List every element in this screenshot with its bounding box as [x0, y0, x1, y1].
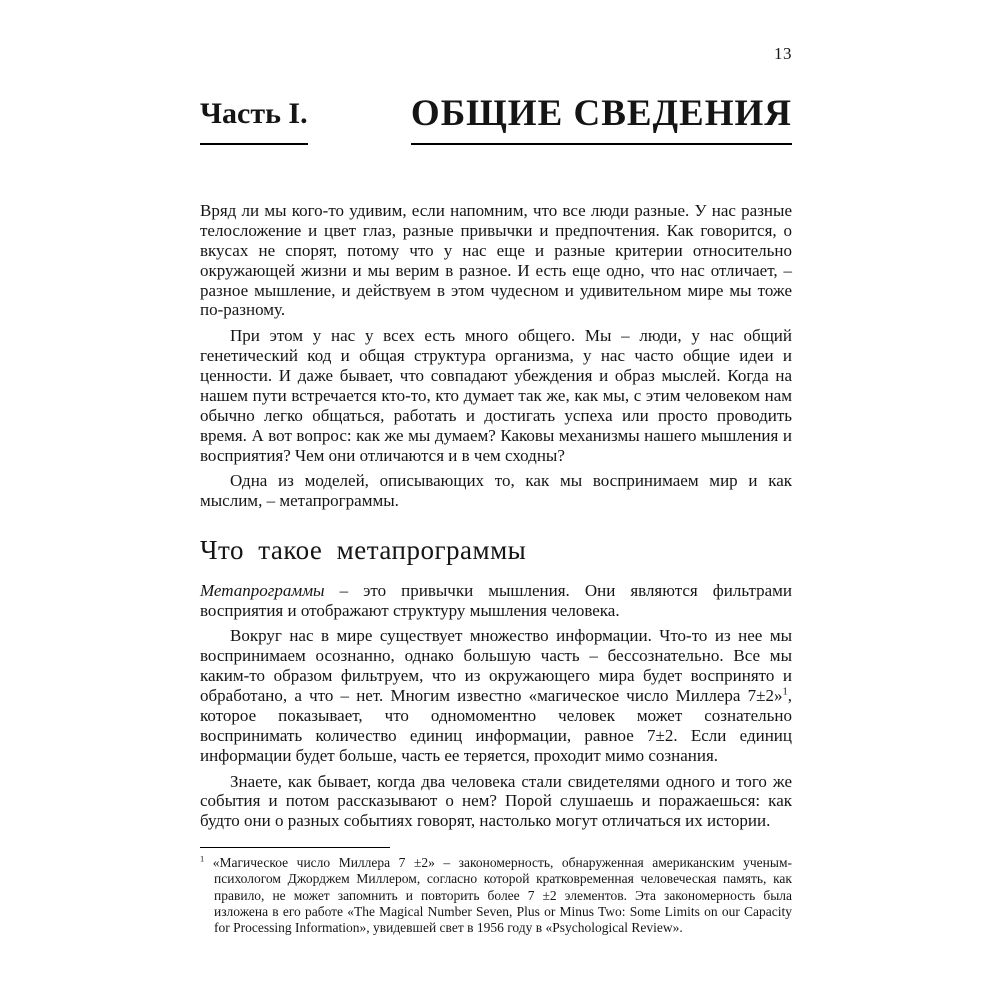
page-content: [200, 0, 792, 936]
body-text: [200, 201, 792, 831]
footnote-block: [200, 847, 792, 936]
page-number: 13: [774, 44, 792, 63]
paragraph-4: [200, 581, 792, 621]
footnote-text: «Магическое число Миллера 7 ±2» – закономерность, обнаруженная американским ученым-психологом Джорджем Миллером, согласно которой кратковременная человеческая память, как правило, не может запомнить и повторить более 7 ±2 элементов. Эта закономерность была изложена в его работе «The Magical Number Seven, Plus or Minus Two: Some Limits on our Capacity for Processing Information», увидевшей свет в 1956 году в «Psychological Review».: [212, 855, 793, 935]
paragraph-4-lead-italic: Метапрограммы: [200, 580, 325, 600]
chapter-header: [200, 92, 792, 145]
paragraph-4-rest: – это привычки мышления. Они являются фильтрами восприятия и отображают структуру мышления человека.: [200, 580, 792, 620]
footnote-reference: 1: [782, 686, 788, 698]
paragraph-3: Одна из моделей, описывающих то, как мы воспринимаем мир и как мыслим, – метапрограммы.: [200, 471, 792, 511]
paragraph-6: Знаете, как бывает, когда два человека стали свидетелями одного и того же события и потом рассказывают о нем? Порой слушаешь и поражаешься: как будто они о разных событиях говорят, настолько могут отличаться их истории.: [200, 771, 792, 831]
footnote-divider: [200, 847, 390, 848]
paragraph-5: [200, 626, 792, 765]
footnote-marker: 1: [200, 854, 205, 864]
part-label: Часть I.: [200, 97, 308, 145]
chapter-title: ОБЩИЕ СВЕДЕНИЯ: [411, 92, 792, 145]
paragraph-2: При этом у нас у всех есть много общего. Мы – люди, у нас общий генетический код и общая структура организма, у нас часто общие идеи и ценности. И даже бывает, что совпадают убеждения и образ мыслей. Когда на нашем пути встречается кто-то, кто думает так же, как мы, с этим человеком нам обычно легко общаться, работать и достигать успеха или просто проводить время. А вот вопрос: как же мы думаем? Каковы механизмы нашего мышления и восприятия? Чем они отличаются и в чем сходны?: [200, 326, 792, 465]
paragraph-5-text: Вокруг нас в мире существует множество информации. Что-то из нее мы воспринимаем осознанно, однако большую часть – бессознательно. Все мы каким-то образом фильтруем, что из окружающего мира будет воспринято и обработано, а что – нет. Многим известно «магическое число Миллера 7±2»: [200, 626, 792, 706]
section-heading: Что такое метапрограммы: [200, 535, 527, 566]
footnote: [200, 855, 792, 936]
paragraph-1: Вряд ли мы кого-то удивим, если напомним, что все люди разные. У нас разные телосложение и цвет глаз, разные привычки и предпочтения. Как говорится, о вкусах не спорят, потому что у нас еще и разные критерии относительно окружающей жизни и мы верим в разное. И есть еще одно, что нас отличает, – разное мышление, и действуем в этом чудесном и удивительном мире мы тоже по-разному.: [200, 201, 792, 320]
paragraph-5-text-continued: , которое показывает, что одномоментно человек может сознательно воспринимать количество единиц информации, равное 7±2. Если единиц информации будет больше, часть ее теряется, проходит мимо сознания.: [200, 686, 792, 765]
